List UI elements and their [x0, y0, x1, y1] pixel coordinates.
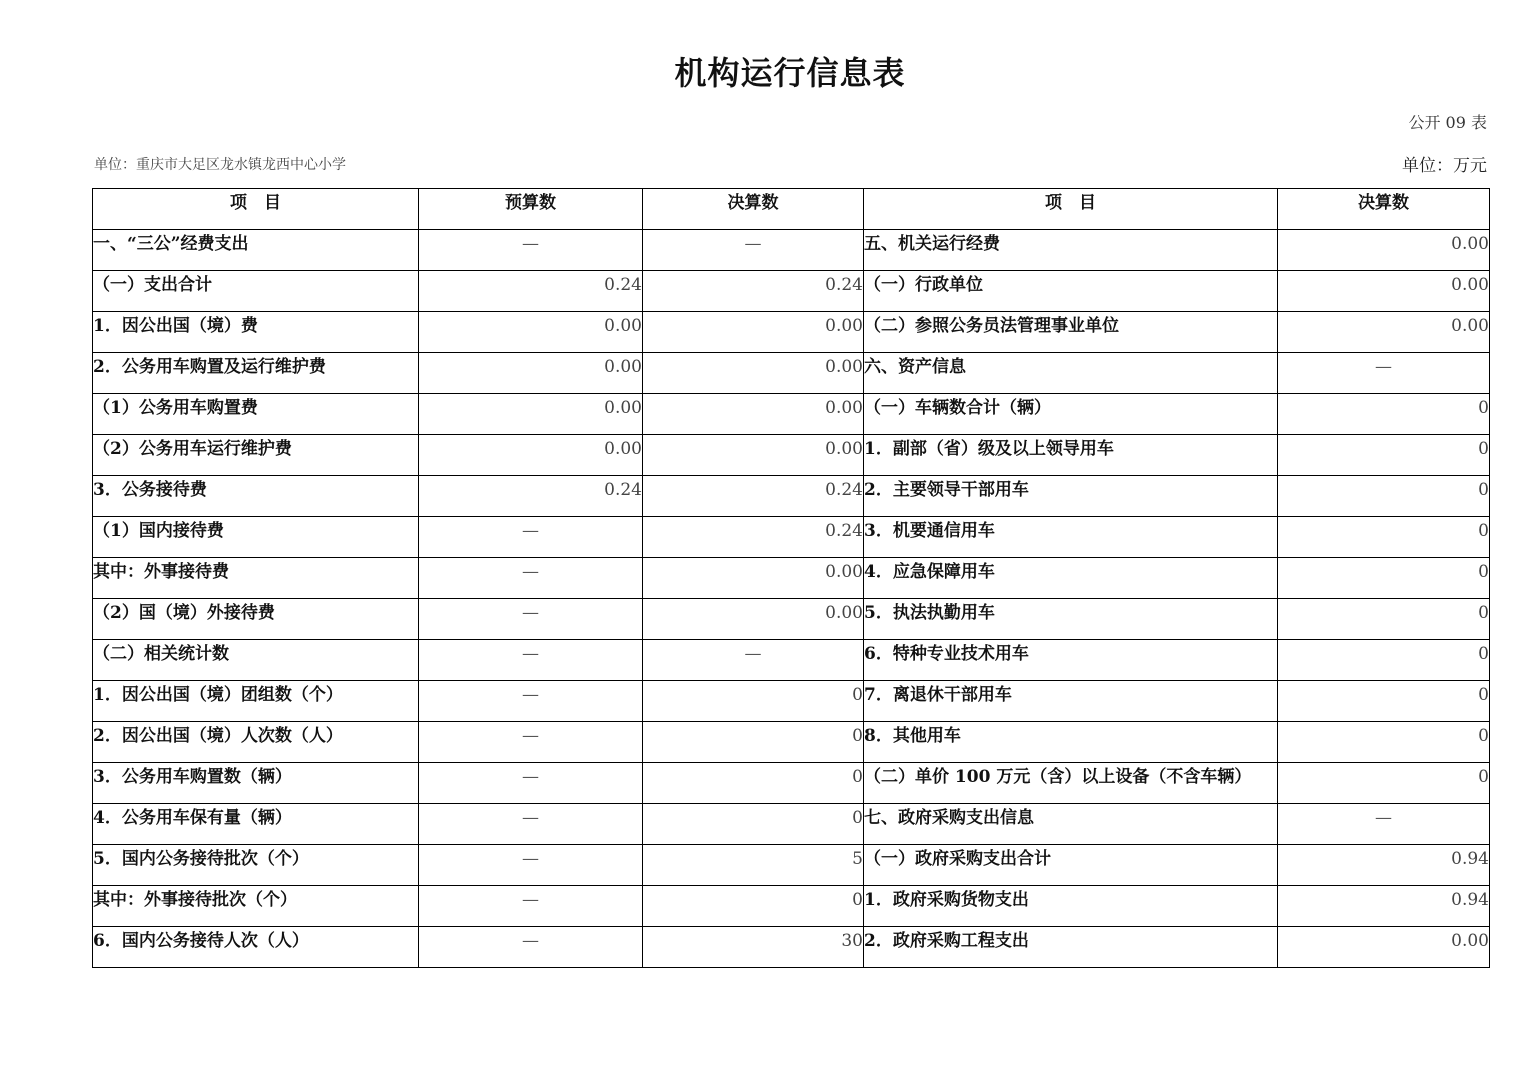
right-value-cell: 0 — [1278, 640, 1490, 681]
budget-cell: — — [419, 927, 643, 968]
actual-cell: 0 — [643, 763, 864, 804]
row-label-right: 七、政府采购支出信息 — [864, 804, 1278, 845]
table-row — [93, 927, 1490, 968]
row-label-left: （1）国内接待费 — [93, 517, 419, 558]
info-table — [92, 188, 1490, 968]
header-budget: 预算数 — [419, 189, 643, 230]
table-row — [93, 804, 1490, 845]
table-row — [93, 640, 1490, 681]
row-label-left: 2．因公出国（境）人次数（人） — [93, 722, 419, 763]
budget-cell: — — [419, 722, 643, 763]
header-item-right: 项 目 — [864, 189, 1278, 230]
row-label-right: 8．其他用车 — [864, 722, 1278, 763]
budget-cell: — — [419, 681, 643, 722]
row-label-left: 6．国内公务接待人次（人） — [93, 927, 419, 968]
row-label-right: （一）行政单位 — [864, 271, 1278, 312]
budget-cell: 0.00 — [419, 312, 643, 353]
budget-cell: — — [419, 763, 643, 804]
actual-cell: 0.24 — [643, 271, 864, 312]
table-row — [93, 476, 1490, 517]
budget-cell: 0.00 — [419, 394, 643, 435]
row-label-left: 3．公务用车购置数（辆） — [93, 763, 419, 804]
actual-cell: 0 — [643, 722, 864, 763]
table-row — [93, 763, 1490, 804]
actual-cell: 0.00 — [643, 312, 864, 353]
right-value-cell: 0.00 — [1278, 312, 1490, 353]
right-value-cell: 0.00 — [1278, 230, 1490, 271]
budget-cell: 0.00 — [419, 435, 643, 476]
actual-cell: 0.00 — [643, 435, 864, 476]
actual-cell: 0.24 — [643, 517, 864, 558]
row-label-left: （1）公务用车购置费 — [93, 394, 419, 435]
right-value-cell: 0 — [1278, 599, 1490, 640]
budget-cell: 0.00 — [419, 353, 643, 394]
row-label-left: （2）公务用车运行维护费 — [93, 435, 419, 476]
actual-cell: — — [643, 640, 864, 681]
row-label-right: 1．政府采购货物支出 — [864, 886, 1278, 927]
table-row — [93, 230, 1490, 271]
right-value-cell: 0 — [1278, 394, 1490, 435]
row-label-right: （一）政府采购支出合计 — [864, 845, 1278, 886]
right-value-cell: 0.94 — [1278, 886, 1490, 927]
row-label-right: 4．应急保障用车 — [864, 558, 1278, 599]
budget-cell: — — [419, 886, 643, 927]
right-value-cell: 0 — [1278, 476, 1490, 517]
right-value-cell: 0.00 — [1278, 271, 1490, 312]
budget-cell: 0.24 — [419, 271, 643, 312]
row-label-right: （二）单价 100 万元（含）以上设备（不含车辆） — [864, 763, 1278, 804]
right-value-cell: 0 — [1278, 435, 1490, 476]
row-label-left: 其中：外事接待费 — [93, 558, 419, 599]
table-row — [93, 394, 1490, 435]
table-row — [93, 681, 1490, 722]
actual-cell: 0.24 — [643, 476, 864, 517]
row-label-left: （2）国（境）外接待费 — [93, 599, 419, 640]
table-row — [93, 845, 1490, 886]
header-item-left: 项 目 — [93, 189, 419, 230]
row-label-right: 五、机关运行经费 — [864, 230, 1278, 271]
right-value-cell: 0 — [1278, 722, 1490, 763]
page-title: 机构运行信息表 — [674, 54, 906, 92]
budget-cell: — — [419, 558, 643, 599]
right-value-cell: 0.00 — [1278, 927, 1490, 968]
table-row — [93, 353, 1490, 394]
row-label-left: （二）相关统计数 — [93, 640, 419, 681]
row-label-left: 一、“三公”经费支出 — [93, 230, 419, 271]
budget-cell: — — [419, 640, 643, 681]
unit-currency: 单位：万元 — [1402, 156, 1487, 176]
row-label-right: 六、资产信息 — [864, 353, 1278, 394]
row-label-right: （一）车辆数合计（辆） — [864, 394, 1278, 435]
actual-cell: 0 — [643, 681, 864, 722]
row-label-right: 6．特种专业技术用车 — [864, 640, 1278, 681]
table-row — [93, 312, 1490, 353]
row-label-right: 3．机要通信用车 — [864, 517, 1278, 558]
row-label-right: 5．执法执勤用车 — [864, 599, 1278, 640]
header-actual: 决算数 — [643, 189, 864, 230]
row-label-right: 7．离退休干部用车 — [864, 681, 1278, 722]
budget-cell: — — [419, 517, 643, 558]
budget-cell: 0.24 — [419, 476, 643, 517]
row-label-right: （二）参照公务员法管理事业单位 — [864, 312, 1278, 353]
actual-cell: 0.00 — [643, 599, 864, 640]
budget-cell: — — [419, 599, 643, 640]
actual-cell: 0 — [643, 886, 864, 927]
table-row — [93, 886, 1490, 927]
form-number: 公开 09 表 — [1408, 113, 1487, 132]
table-row — [93, 271, 1490, 312]
actual-cell: 0.00 — [643, 394, 864, 435]
actual-cell: 5 — [643, 845, 864, 886]
unit-organization: 单位：重庆市大足区龙水镇龙西中心小学 — [94, 157, 346, 173]
right-value-cell: 0 — [1278, 558, 1490, 599]
budget-cell: — — [419, 230, 643, 271]
actual-cell: 0.00 — [643, 353, 864, 394]
right-value-cell: 0 — [1278, 681, 1490, 722]
budget-cell: — — [419, 845, 643, 886]
table-row — [93, 435, 1490, 476]
actual-cell: 30 — [643, 927, 864, 968]
row-label-left: 5．国内公务接待批次（个） — [93, 845, 419, 886]
header-row — [93, 189, 1490, 230]
right-value-cell: 0 — [1278, 763, 1490, 804]
table-row — [93, 599, 1490, 640]
budget-cell: — — [419, 804, 643, 845]
row-label-left: 1．因公出国（境）费 — [93, 312, 419, 353]
row-label-left: （一）支出合计 — [93, 271, 419, 312]
row-label-left: 1．因公出国（境）团组数（个） — [93, 681, 419, 722]
right-value-cell: 0.94 — [1278, 845, 1490, 886]
right-value-cell: — — [1278, 353, 1490, 394]
header-actual-right: 决算数 — [1278, 189, 1490, 230]
right-value-cell: 0 — [1278, 517, 1490, 558]
row-label-right: 2．主要领导干部用车 — [864, 476, 1278, 517]
row-label-right: 2．政府采购工程支出 — [864, 927, 1278, 968]
table-row — [93, 722, 1490, 763]
row-label-right: 1．副部（省）级及以上领导用车 — [864, 435, 1278, 476]
table-row — [93, 517, 1490, 558]
row-label-left: 其中：外事接待批次（个） — [93, 886, 419, 927]
actual-cell: 0 — [643, 804, 864, 845]
row-label-left: 2．公务用车购置及运行维护费 — [93, 353, 419, 394]
table-row — [93, 558, 1490, 599]
row-label-left: 4．公务用车保有量（辆） — [93, 804, 419, 845]
row-label-left: 3．公务接待费 — [93, 476, 419, 517]
actual-cell: 0.00 — [643, 558, 864, 599]
actual-cell: — — [643, 230, 864, 271]
right-value-cell: — — [1278, 804, 1490, 845]
